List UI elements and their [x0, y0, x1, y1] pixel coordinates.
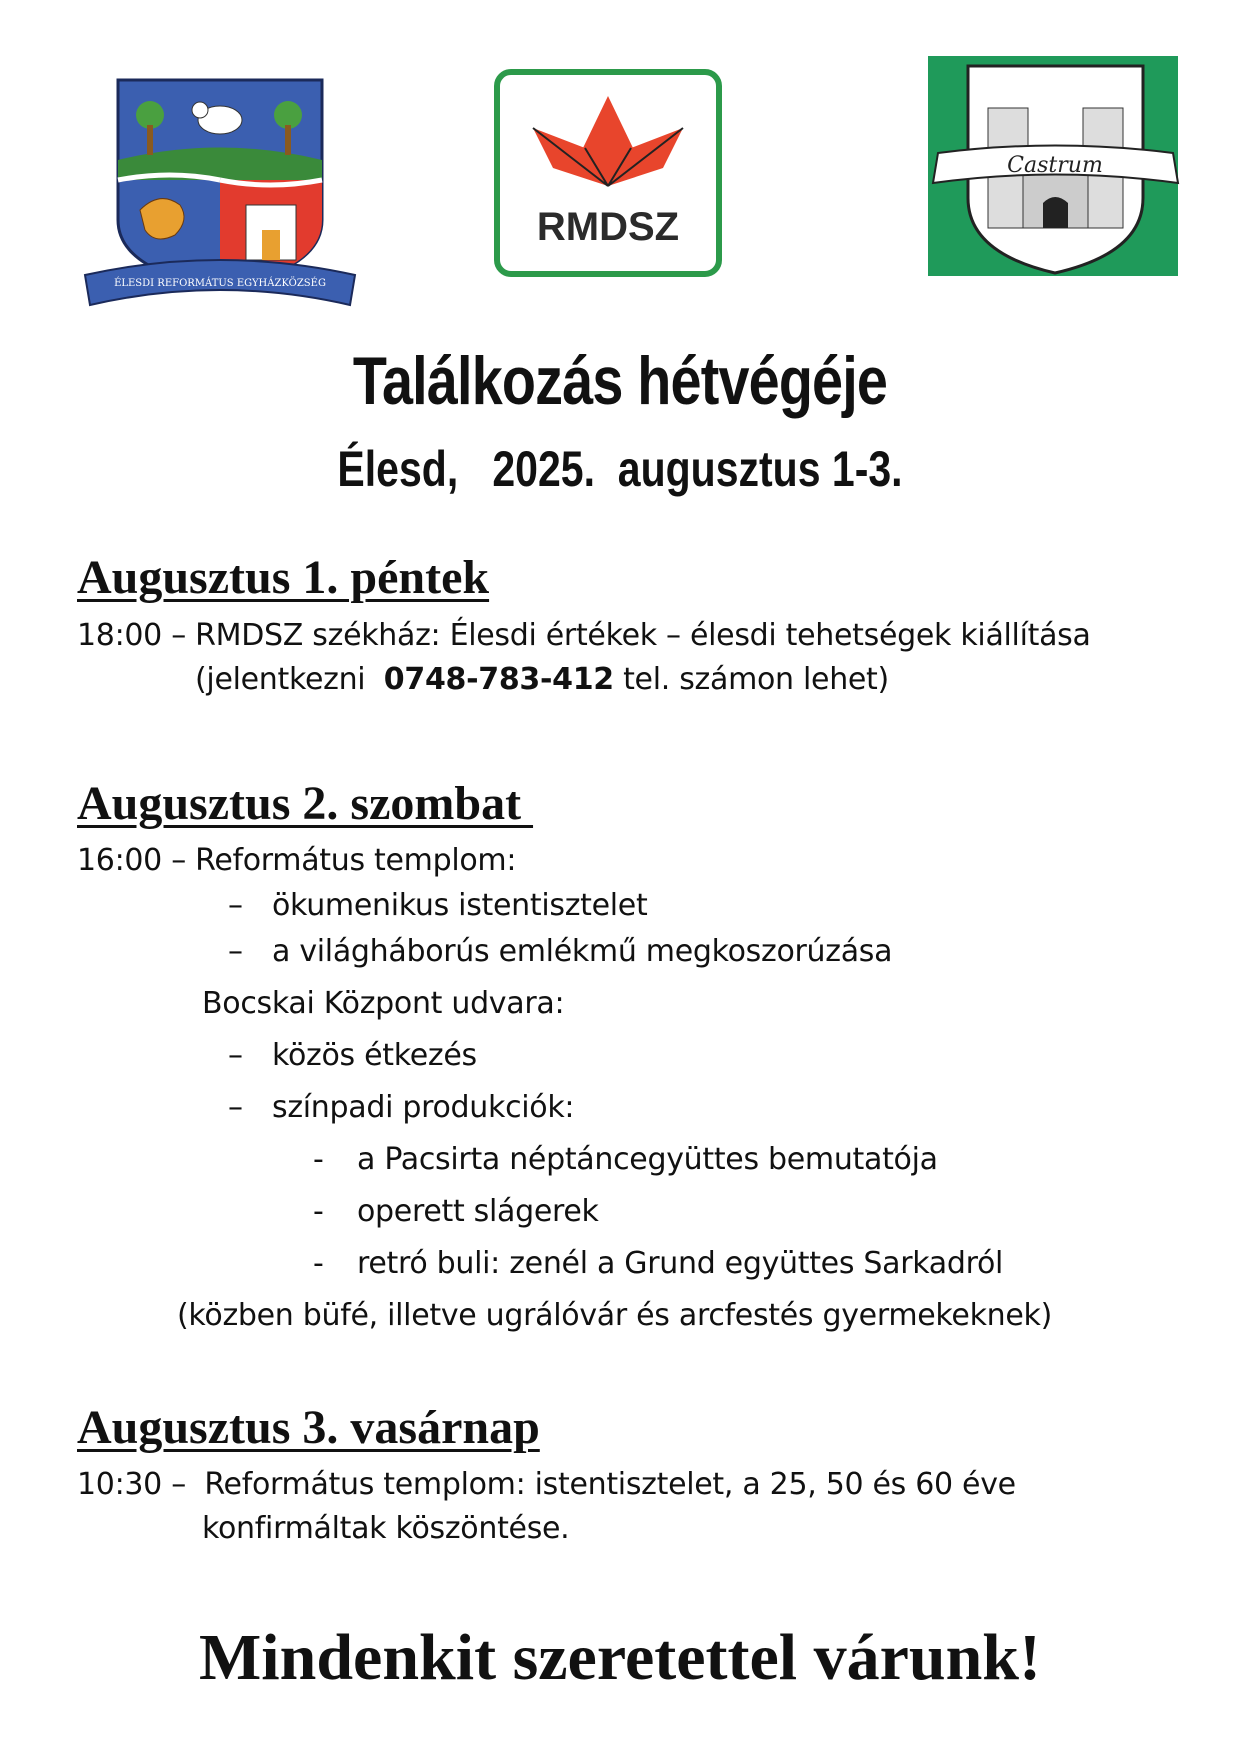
list-item: – a világháborús emlékmű megkoszorúzása	[228, 934, 893, 969]
day1-line1: 18:00 – RMDSZ székház: Élesdi értékek – élesdi tehetségek kiállítása	[77, 618, 1091, 653]
list-item: - a Pacsirta néptáncegyüttes bemutatója	[313, 1142, 938, 1177]
day2-note: (közben büfé, illetve ugrálóvár és arcfestés gyermekeknek)	[177, 1298, 1052, 1333]
day1-line2-post: tel. számon lehet)	[613, 662, 889, 697]
day1-line2-pre: (jelentkezni	[195, 662, 384, 697]
list-item: - retró buli: zenél a Grund együttes Sarkadról	[313, 1246, 1004, 1281]
list-item: - operett slágerek	[313, 1194, 599, 1229]
day3-heading: Augusztus 3. vasárnap	[77, 1401, 540, 1454]
list-item: – ökumenikus istentisztelet	[228, 888, 648, 923]
day3-line1: 10:30 – Református templom: istentisztelet, a 25, 50 és 60 éve	[77, 1467, 1016, 1502]
church-ribbon-text: ÉLESDI REFORMÁTUS EGYHÁZKÖZSÉG	[114, 278, 326, 289]
day3-line2: konfirmáltak köszöntése.	[202, 1511, 570, 1546]
church-coat-of-arms-logo	[40, 40, 370, 310]
page-subtitle: Élesd, 2025. augusztus 1-3.	[337, 441, 903, 497]
castrum-logo-text: Castrum	[1007, 153, 1103, 178]
list-item: – színpadi produkciók:	[228, 1090, 575, 1125]
page-title: Találkozás hétvégéje	[352, 343, 888, 419]
day1-heading: Augusztus 1. péntek	[77, 551, 490, 604]
phone-number: 0748-783-412	[383, 662, 614, 697]
closing-message: Mindenkit szeretettel várunk!	[199, 1621, 1041, 1694]
list-item: – közös étkezés	[228, 1038, 477, 1073]
castrum-logo	[918, 48, 1208, 288]
day2-line1: 16:00 – Református templom:	[77, 843, 517, 878]
rmdsz-logo-text: RMDSZ	[536, 205, 680, 249]
day2-venue2: Bocskai Központ udvara:	[202, 986, 565, 1021]
rmdsz-logo	[493, 68, 723, 278]
day2-heading: Augusztus 2. szombat	[77, 777, 534, 830]
day1-line2	[195, 662, 889, 697]
